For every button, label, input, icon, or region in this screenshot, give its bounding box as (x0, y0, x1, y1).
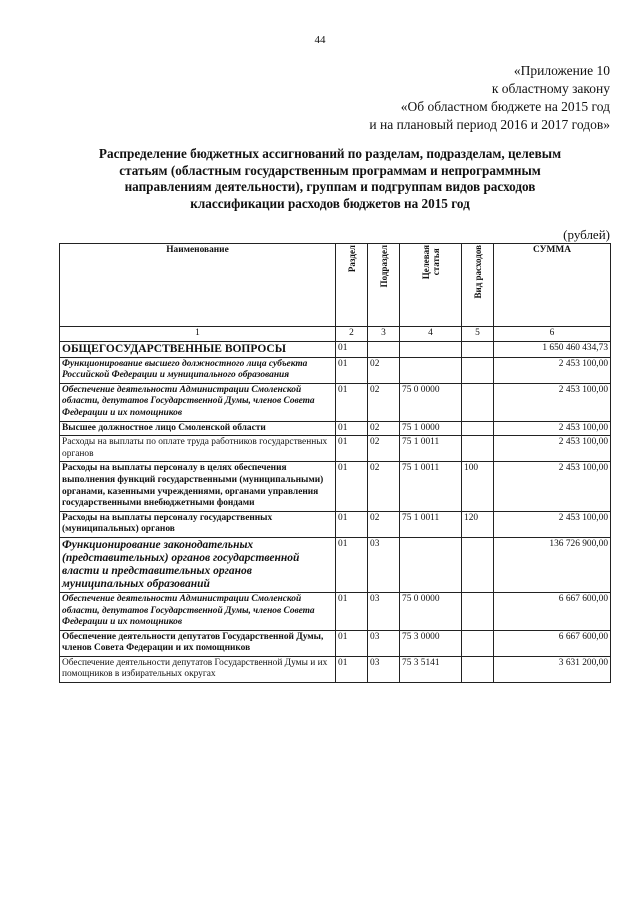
cell-name: ОБЩЕГОСУДАРСТВЕННЫЕ ВОПРОСЫ (60, 341, 336, 357)
cell-sum: 2 453 100,00 (494, 511, 611, 537)
header-subsection (368, 244, 400, 327)
header-name: Наименование (60, 244, 336, 327)
cell-type (462, 436, 494, 462)
cell-subsection: 03 (368, 630, 400, 656)
appendix-line: «Приложение 10 (513, 63, 610, 78)
col-number: 2 (336, 327, 368, 342)
cell-name: Высшее должностное лицо Смоленской области (60, 421, 336, 436)
cell-section: 01 (336, 537, 368, 592)
cell-name: Обеспечение деятельности Администрации Смоленской области, депутатов Государственной Думы, членов Совета Федерации и их помощников (60, 383, 336, 421)
table-row (60, 421, 611, 436)
cell-type (462, 656, 494, 682)
cell-section: 01 (336, 421, 368, 436)
cell-type: 120 (462, 511, 494, 537)
title-line: статьям (областным государственным программам и непрограммным (119, 162, 541, 178)
cell-type (462, 592, 494, 630)
cell-target (400, 357, 462, 383)
cell-section: 01 (336, 341, 368, 357)
cell-type (462, 537, 494, 592)
appendix-note (290, 62, 610, 134)
table-row (60, 357, 611, 383)
units-label: (рублей) (563, 227, 610, 242)
title-line: Распределение бюджетных ассигнований по разделам, подразделам, целевым (98, 146, 562, 161)
document-title (50, 146, 610, 212)
cell-target: 75 1 0011 (400, 436, 462, 462)
table-row (60, 592, 611, 630)
cell-subsection: 02 (368, 383, 400, 421)
page-number: 44 (314, 34, 326, 46)
header-subsection-label: Подраздел (378, 245, 389, 288)
cell-sum: 2 453 100,00 (494, 357, 611, 383)
col-number: 4 (400, 327, 462, 342)
cell-type (462, 341, 494, 357)
cell-target: 75 1 0000 (400, 421, 462, 436)
table-row (60, 511, 611, 537)
cell-name: Расходы на выплаты по оплате труда работников государственных органов (60, 436, 336, 462)
cell-section: 01 (336, 383, 368, 421)
table-row (60, 630, 611, 656)
cell-subsection: 02 (368, 421, 400, 436)
cell-section: 01 (336, 462, 368, 511)
table-row (60, 537, 611, 592)
cell-section: 01 (336, 511, 368, 537)
header-expense-type (462, 244, 494, 327)
cell-target (400, 537, 462, 592)
cell-subsection: 02 (368, 511, 400, 537)
appendix-line: к областному закону (491, 81, 610, 96)
cell-sum: 2 453 100,00 (494, 436, 611, 462)
table-header-row (60, 244, 611, 327)
cell-subsection: 02 (368, 357, 400, 383)
header-target-line2: статья (430, 248, 441, 276)
cell-section: 01 (336, 630, 368, 656)
table-row (60, 383, 611, 421)
cell-sum: 2 453 100,00 (494, 383, 611, 421)
header-sum: СУММА (494, 244, 611, 327)
cell-name: Обеспечение деятельности депутатов Государственной Думы, членов Совета Федерации и их помощников (60, 630, 336, 656)
cell-name: Обеспечение деятельности Администрации Смоленской области, депутатов Государственной Думы, членов Совета Федерации и их помощников (60, 592, 336, 630)
cell-subsection: 02 (368, 436, 400, 462)
cell-subsection: 03 (368, 592, 400, 630)
header-expense-type-label: Вид расходов (472, 245, 483, 299)
cell-section: 01 (336, 592, 368, 630)
header-section-label: Раздел (346, 245, 357, 273)
budget-table (59, 243, 611, 683)
cell-name: Функционирование высшего должностного лица субъекта Российской Федерации и муниципального образования (60, 357, 336, 383)
cell-type (462, 421, 494, 436)
cell-sum: 6 667 600,00 (494, 592, 611, 630)
col-number: 6 (494, 327, 611, 342)
table-row (60, 462, 611, 511)
cell-target: 75 0 0000 (400, 592, 462, 630)
col-number: 1 (60, 327, 336, 342)
cell-subsection: 02 (368, 462, 400, 511)
cell-subsection: 03 (368, 537, 400, 592)
cell-sum: 6 667 600,00 (494, 630, 611, 656)
cell-target (400, 341, 462, 357)
cell-target: 75 0 0000 (400, 383, 462, 421)
cell-target: 75 1 0011 (400, 511, 462, 537)
cell-name: Функционирование законодательных (представительных) органов государственной власти и представительных органов муниципальных образований (60, 537, 336, 592)
cell-target: 75 3 5141 (400, 656, 462, 682)
column-number-row (60, 327, 611, 342)
table-row (60, 436, 611, 462)
header-target-label (421, 245, 441, 279)
col-number: 5 (462, 327, 494, 342)
col-number: 3 (368, 327, 400, 342)
cell-name: Расходы на выплаты персоналу государственных (муниципальных) органов (60, 511, 336, 537)
title-line: классификации расходов бюджетов на 2015 год (190, 195, 470, 211)
cell-sum: 3 631 200,00 (494, 656, 611, 682)
header-section (336, 244, 368, 327)
cell-subsection (368, 341, 400, 357)
appendix-line: и на плановый период 2016 и 2017 годов» (369, 117, 610, 132)
table-row (60, 656, 611, 682)
cell-type (462, 630, 494, 656)
cell-section: 01 (336, 357, 368, 383)
cell-section: 01 (336, 656, 368, 682)
cell-sum: 1 650 460 434,73 (494, 341, 611, 357)
cell-type: 100 (462, 462, 494, 511)
cell-subsection: 03 (368, 656, 400, 682)
cell-target: 75 3 0000 (400, 630, 462, 656)
table-row (60, 341, 611, 357)
cell-sum: 2 453 100,00 (494, 421, 611, 436)
cell-target: 75 1 0011 (400, 462, 462, 511)
cell-type (462, 357, 494, 383)
header-target (400, 244, 462, 327)
cell-name: Расходы на выплаты персоналу в целях обеспечения выполнения функций государственными (муниципальными) органами, казенными учреждениями, органами управления государственными внебюджетными фондами (60, 462, 336, 511)
title-line: направлениям деятельности), группам и подгруппам видов расходов (124, 179, 536, 194)
cell-section: 01 (336, 436, 368, 462)
header-target-line1: Целевая (420, 245, 431, 280)
cell-type (462, 383, 494, 421)
appendix-line: «Об областном бюджете на 2015 год (400, 99, 610, 114)
cell-sum: 2 453 100,00 (494, 462, 611, 511)
cell-name: Обеспечение деятельности депутатов Государственной Думы и их помощников в избирательных округах (60, 656, 336, 682)
cell-sum: 136 726 900,00 (494, 537, 611, 592)
